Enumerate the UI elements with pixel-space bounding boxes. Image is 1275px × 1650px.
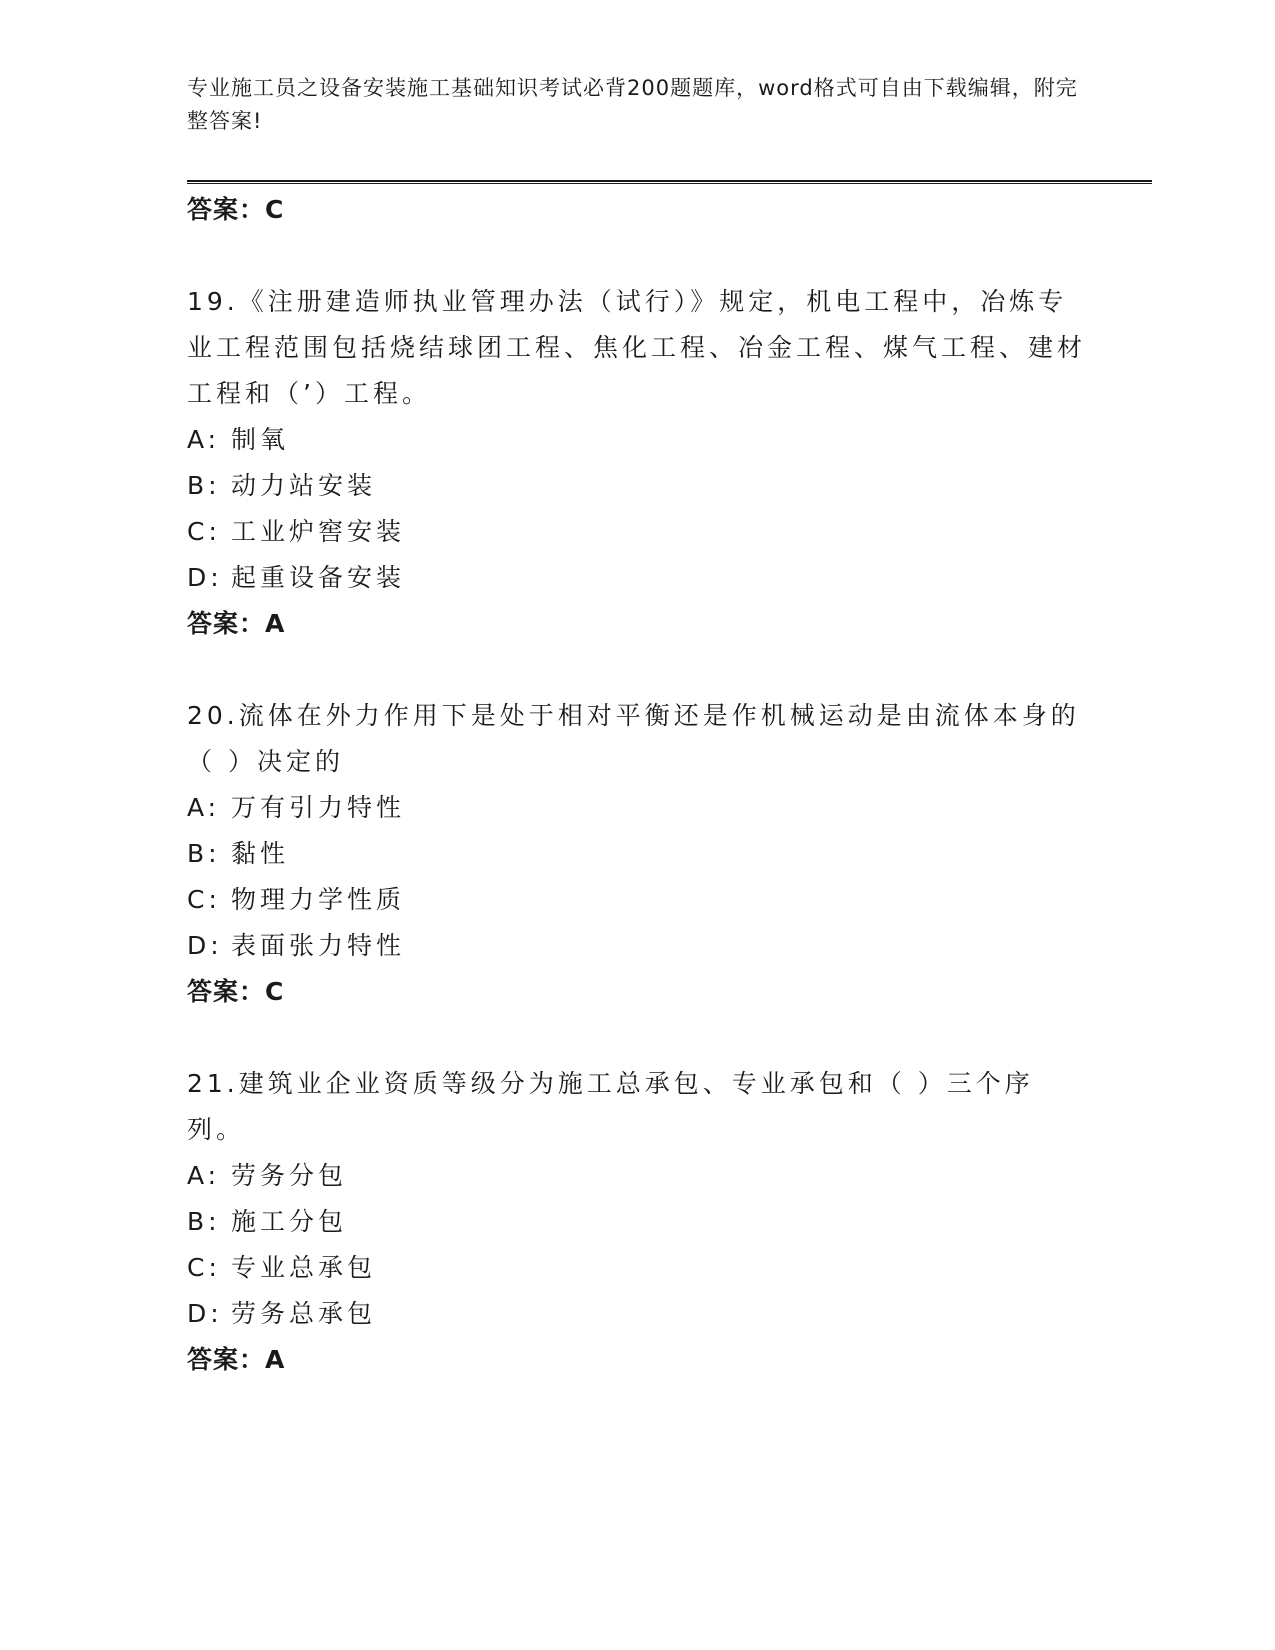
answer-21: 答案：A xyxy=(187,1345,286,1374)
option-key: B: xyxy=(187,471,221,500)
option-d xyxy=(187,923,1087,969)
option-key: B: xyxy=(187,1207,221,1236)
option-b xyxy=(187,463,1087,509)
option-text: 万有引力特性 xyxy=(231,793,406,822)
document-body xyxy=(187,187,1087,1383)
option-text: 物理力学性质 xyxy=(231,885,406,914)
page-header: 专业施工员之设备安装施工基础知识考试必背200题题库，word格式可自由下载编辑，附完整答案! xyxy=(187,76,1078,133)
option-d xyxy=(187,555,1087,601)
option-text: 劳务分包 xyxy=(231,1161,348,1190)
option-text: 施工分包 xyxy=(231,1207,348,1236)
question-20 xyxy=(187,693,1087,1015)
option-a xyxy=(187,417,1087,463)
option-b xyxy=(187,1199,1087,1245)
option-text: 黏性 xyxy=(231,839,290,868)
option-text: 专业总承包 xyxy=(231,1253,377,1282)
question-19 xyxy=(187,279,1087,647)
option-b xyxy=(187,831,1087,877)
option-c xyxy=(187,877,1087,923)
option-text: 动力站安装 xyxy=(231,471,377,500)
option-a xyxy=(187,785,1087,831)
option-a xyxy=(187,1153,1087,1199)
answer-previous: 答案：C xyxy=(187,195,285,224)
option-c xyxy=(187,1245,1087,1291)
question-stem: 20.流体在外力作用下是处于相对平衡还是作机械运动是由流体本身的（ ）决定的 xyxy=(187,701,1080,776)
option-key: A: xyxy=(187,425,221,454)
answer-20: 答案：C xyxy=(187,977,285,1006)
option-text: 制氧 xyxy=(231,425,290,454)
option-text: 表面张力特性 xyxy=(231,931,406,960)
option-text: 起重设备安装 xyxy=(231,563,406,592)
option-key: C: xyxy=(187,1253,221,1282)
option-key: D: xyxy=(187,563,223,592)
option-key: C: xyxy=(187,517,221,546)
answer-19: 答案：A xyxy=(187,609,286,638)
question-stem: 21.建筑业企业资质等级分为施工总承包、专业承包和（ ）三个序列。 xyxy=(187,1069,1034,1144)
option-key: D: xyxy=(187,931,223,960)
option-key: B: xyxy=(187,839,221,868)
question-21 xyxy=(187,1061,1087,1383)
option-key: A: xyxy=(187,793,221,822)
header-divider xyxy=(187,180,1152,184)
option-d xyxy=(187,1291,1087,1337)
option-key: D: xyxy=(187,1299,223,1328)
question-stem: 19.《注册建造师执业管理办法（试行）》规定，机电工程中，冶炼专业工程范围包括烧结球团工程、焦化工程、冶金工程、煤气工程、建材工程和（’）工程。 xyxy=(187,287,1087,408)
option-text: 劳务总承包 xyxy=(231,1299,377,1328)
option-key: A: xyxy=(187,1161,221,1190)
option-key: C: xyxy=(187,885,221,914)
option-text: 工业炉窖安装 xyxy=(231,517,406,546)
option-c xyxy=(187,509,1087,555)
